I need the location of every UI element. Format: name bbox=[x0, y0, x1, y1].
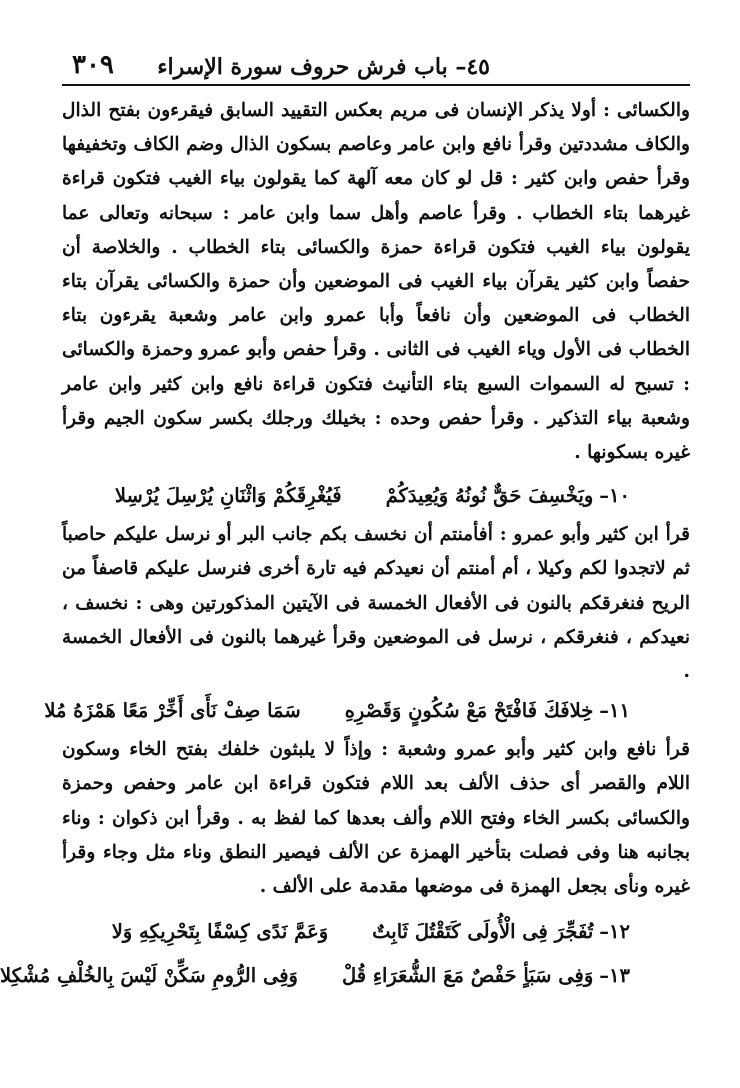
verse-first-hemistich: خِلافَكَ فَافْتَحْ مَعْ سُكُونٍ وَقَصْرِهِ bbox=[344, 699, 594, 723]
verse-first-hemistich: ويَخْسِفَ حَقٌّ نُونُهُ وَيُعِيدَكُمْ bbox=[385, 484, 594, 508]
verse-13 bbox=[0, 954, 690, 998]
chapter-title: ٤٥– باب فرش حروف سورة الإسراء bbox=[157, 54, 490, 80]
paragraph-2: قرأ ابن كثير وأبو عمرو : أفأمنتم أن نخسف بكم جانب البر أو نرسل عليكم حاصباً ثم لاتجدوا لكم وكيلا ، أم أمنتم أن نعيدكم فيه تارة أخرى فنرسل عليكم قاصفاً من الريح فنغرقكم بالنون فى الأفعال الخمسة فى الآيتين المذكورتين وهى : نخسف ، نعيدكم ، فنغرقكم ، نرسل فى الموضعين وقرأ غيرهما بالنون فى الأفعال الخمسة . bbox=[62, 524, 690, 683]
verse-11 bbox=[44, 689, 690, 733]
page-number: ٣٠٩ bbox=[72, 50, 114, 80]
paragraph-3: قرأ نافع وابن كثير وأبو عمرو وشعبة : وإذاً لا يلبثون خلفك بفتح الخاء وسكون اللام والقصر أى حذف الألف بعد اللام فتكون قراءة ابن عامر وحفص وحمزة والكسائى بكسر الخاء وفتح اللام وألف بعدها كما لفظ به . وقرأ ابن ذكوان : وناء بجانبه هنا وفى فصلت بتأخير الهمزة عن الألف فيصير النطق وناء مثل وجاء وقرأ غيره ونأى بجعل الهمزة فى موضعها مقدمة على الألف . bbox=[62, 739, 690, 898]
verse-second-hemistich: فَيُغْرِقَكُمْ وَاثْنَانِ يُرْسِلَ يُرْسِلا bbox=[114, 484, 342, 508]
verse-10 bbox=[62, 474, 690, 518]
verse-second-hemistich: وَعَمَّ نَدًى كِسْفًا بِتَحْرِيكِهِ وَلا bbox=[111, 920, 329, 944]
verse-first-hemistich: تُفَجِّرَ فِى الْأُولَى كَتَقْتُلَ ثَابِتٌ bbox=[372, 920, 594, 944]
verse-second-hemistich: سَمَا صِفْ نَأَى أَخِّرْ مَعًا هَمْزَهُ مُلا bbox=[44, 699, 301, 723]
verse-number: ١٣– bbox=[599, 964, 630, 988]
verse-first-hemistich: وَفِى سَبَأٍ حَفْصٌ مَعَ الشُّعَرَاءِ قُلْ bbox=[341, 964, 594, 988]
verse-number: ١٢– bbox=[599, 920, 630, 944]
verse-12 bbox=[62, 910, 690, 954]
page-header bbox=[62, 40, 690, 86]
book-page bbox=[0, 40, 690, 1050]
paragraph-1: والكسائى : أولا يذكر الإنسان فى مريم بعكس التقييد السابق فيقرءون بفتح الذال والكاف مشددتين وقرأ نافع وابن عامر وعاصم بسكون الذال وضم الكاف وتخفيفها وقرأ حفص وابن كثير : قل لو كان معه آلهة كما يقولون بياء الغيب فتكون قراءة غيرهما بتاء الخطاب . وقرأ عاصم وأهل سما وابن عامر : سبحانه وتعالى عما يقولون بياء الغيب فتكون قراءة حمزة والكسائى بتاء الخطاب . والخلاصة أن حفصاً وابن كثير يقرآن بياء الغيب فى الموضعين وأن حمزة والكسائى يقرآن بتاء الخطاب فى الموضعين وأن نافعاً وأبا عمرو وابن عامر وشعبة يقرءون بتاء الخطاب فى الأول وياء الغيب فى الثانى . وقرأ حفص وأبو عمرو وحمزة والكسائى : تسبح له السموات السبع بتاء التأنيث فتكون قراءة نافع وابن كثير وابن عامر وشعبة بياء التذكير . وقرأ حفص وحده : بخيلك ورجلك بكسر سكون الجيم وقرأ غيره بسكونها . bbox=[62, 100, 690, 464]
verse-number: ١١– bbox=[599, 699, 630, 723]
verse-second-hemistich: وَفِى الرُّومِ سَكِّنْ لَيْسَ بِالخُلْفِ مُشْكِلا bbox=[0, 964, 298, 988]
verse-number: ١٠– bbox=[599, 484, 630, 508]
